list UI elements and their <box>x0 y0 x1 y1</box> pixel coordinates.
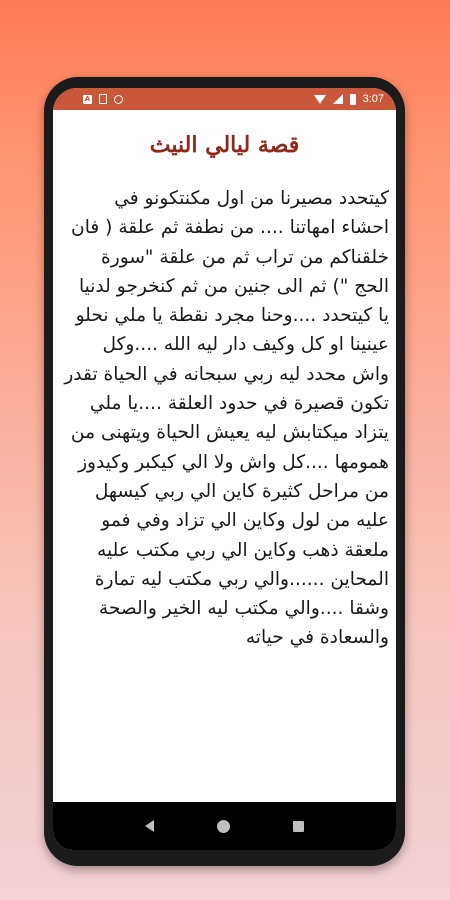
home-icon[interactable] <box>217 820 230 833</box>
back-icon[interactable] <box>145 820 154 832</box>
status-bar <box>53 88 396 110</box>
cell-signal-icon <box>333 94 343 104</box>
status-bar-right <box>314 93 384 105</box>
phone-frame <box>44 77 405 866</box>
status-clock: 3:07 <box>362 93 384 105</box>
sync-dot-icon <box>114 95 123 104</box>
battery-icon <box>350 94 356 105</box>
recents-icon[interactable] <box>293 821 304 832</box>
page-title: قصة ليالي النيث <box>149 132 300 158</box>
story-text[interactable]: كيتحدد مصيرنا من اول مكنتكونو في احشاء امهاتنا .... من نطفة ثم علقة ( فان خلقناكم من تراب ثم من علقة "سورة الحج ") ثم الى جنين من ثم كنخرجو لدنيا يا كيتحدد ....وحنا مجرد نقطة يا ملي نحلو عينينا او كل وكيف دار ليه الله ....وكل واش محدد ليه ربي سبحانه في الحياة تقدر تكون قصيرة في حدود العلقة ....يا ملي يتزاد ميكتابش ليه يعيش الحياة ويتهنى من همومها ....كل واش ولا الي كيكبر وكيدوز من مراحل كثيرة كاين الي ربي كيسهل عليه من لول وكاين الي تزاد وفي فمو ملعقة ذهب وكاين الي ربي مكتب عليه المحاين ......والي ربي مكتب ليه تمارة وشقا ....والي مكتب ليه الخير والصحة والسعادة في حياته <box>64 188 389 649</box>
sd-card-icon <box>99 94 107 104</box>
navigation-bar <box>53 802 396 850</box>
app-screen <box>53 88 396 850</box>
app-a-icon: A <box>84 94 91 103</box>
status-bar-left <box>83 94 123 104</box>
wifi-icon <box>314 95 326 104</box>
